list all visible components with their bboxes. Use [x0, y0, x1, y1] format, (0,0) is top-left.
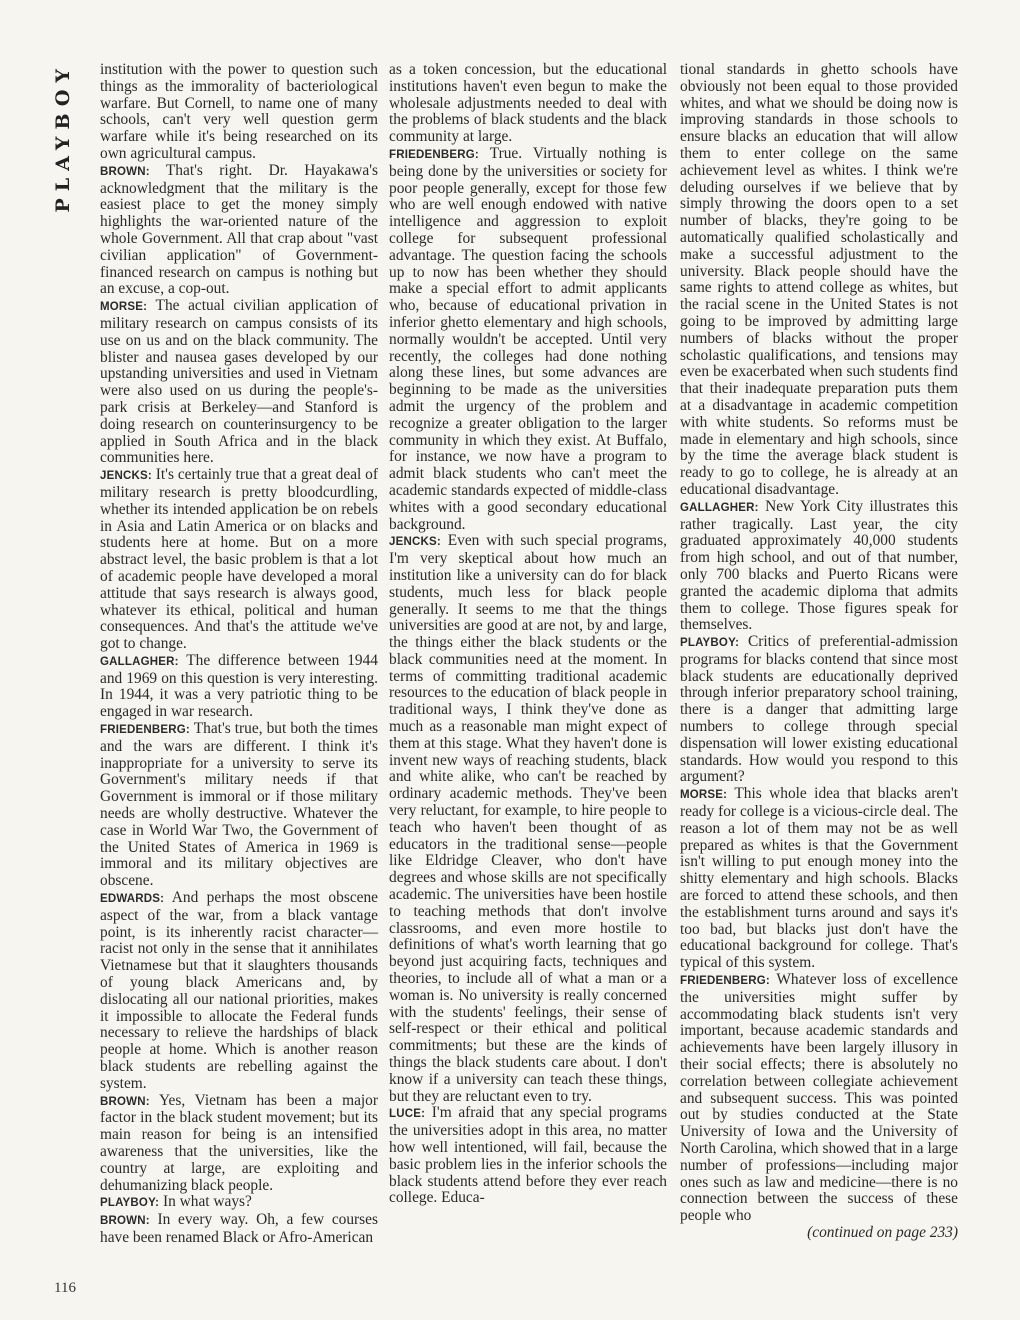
speaker-label: MORSE: [100, 301, 148, 314]
paragraph-text: The actual civilian application of military research on campus consists of its use on us and on the black community. The blister and nausea gases developed by our upstanding universities and used in Vietnam were also used on us during the people's-park crisis at Berkeley—and Stanford is doing research on counterinsurgency to be applied in South Africa and in the black communities here. [100, 297, 378, 467]
paragraph-text: Critics of preferential-admission programs for blacks contend that since most black students are educationally deprived through inferior preparatory school training, there is a danger that admitting large numbers to college through special dispensation will lower existing educational standards. How would you respond to this argument? [680, 633, 958, 786]
paragraph-text: In what ways? [162, 1193, 252, 1211]
paragraph-text: In every way. Oh, a few courses have been renamed Black or Afro-American [100, 1211, 378, 1246]
paragraph [100, 163, 378, 298]
speaker-label: MORSE: [680, 789, 728, 802]
paragraph [100, 1093, 378, 1195]
speaker-label: JENCKS: [100, 470, 152, 483]
paragraph-text: I'm afraid that any special programs the universities adopt in this area, no matter how well intentioned, will fail, because the basic problem lies in the inferior schools the black students attend before they ever reach college. Educa- [389, 1104, 667, 1207]
speaker-label: PLAYBOY: [100, 1197, 160, 1210]
paragraph-text: True. Virtually nothing is being done by the universities or society for poor people generally, except for those few who are well enough endowed with native intelligence and aggression to exploit college for subsequent professional advantage. The question facing the schools up to now has been whether they should make a special effort to admit applicants who, because of educational privation in inferior ghetto elementary and high schools, normally wouldn't be accepted. Until very recently, the colleges had done nothing along these lines, but some advances are beginning to be made as the universities admit the urgency of the problem and recognize a greater obligation to the larger community in which they exist. At Buffalo, for instance, we now have a program to admit black students who can't meet the academic standards expected of middle-class whites with a good secondary educational background. [389, 144, 667, 533]
article-column-2 [389, 62, 667, 1207]
paragraph-text: It's certainly true that a great deal of military research is pretty bloodcurdling, whether its intended application be on rebels in Asia and Latin America or on blacks and students here at home. But on a more abstract level, the basic problem is that a lot of academic people have developed a moral attitude that says research is always good, whatever its ethical, political and human consequences. And that's the attitude we've got to change. [100, 466, 378, 653]
speaker-label: JENCKS: [389, 536, 441, 549]
paragraph-text: as a token concession, but the educational institutions haven't even begun to make the wholesale adjustments needed to deal with the problems of black students and the black community at large. [389, 61, 667, 146]
paragraph-text: That's true, but both the times and the wars are different. I think it's inappropriate for a university to serve its Government's military needs if that Government is immoral or if those military needs are wholly destructive. Whatever the case in World War Two, the Government of the United States of America in 1969 is immoral and its military objectives are obscene. [100, 720, 378, 890]
continued-note: (continued on page 233) [807, 1223, 958, 1241]
speaker-label: PLAYBOY: [680, 637, 740, 650]
paragraph-text: The difference between 1944 and 1969 on this question is very interesting. In 1944, it was a very patriotic thing to be engaged in war research. [100, 651, 378, 721]
paragraph-text: And perhaps the most obscene aspect of the war, from a black vantage point, is its inherently racist character—racist not only in the sense that it annihilates Vietnamese but that it slaughters thousands of young black Americans and, by dislocating all our national priorities, makes it impossible to allocate the Federal funds necessary to relieve the hardships of black people at home. Which is another reason black students are rebelling against the system. [100, 889, 379, 1092]
paragraph [100, 298, 378, 467]
paragraph-text: tional standards in ghetto schools have obviously not been equal to those provided whites, and what we should be doing now is improving standards in those schools to ensure blacks an education that will allow them to enter college on the same achievement level as whites. I think we're deluding ourselves if we believe that by simply throwing the doors open to a set number of blacks, they're going to be automatically qualified scholastically and make a successful adjustment to the university. Black people should have the same rights to attend college as whites, but the racial scene in the United States is not going to be improved by admitting large numbers of blacks without the proper scholastic qualifications, and tensions may even be exacerbated when such students find that their inadequate preparation puts them at a disadvantage in academic competition with white students. So reforms must be made in elementary and high schools, since by the time the average black student is ready to go to college, he is already at an educational disadvantage. [680, 61, 958, 498]
paragraph [680, 786, 958, 972]
paragraph [100, 1194, 378, 1212]
paragraph-text: Whatever loss of excellence the universities might suffer by accommodating black students isn't very important, because academic standards and achievements have been largely illusory in their social effects; there is absolutely no correlation between collegiate achievement and subsequent success. This was pointed out by studies conducted at the State University of Iowa and the University of North Carolina, which showed that in a large number of professions—including major ones such as law and medicine—there is no connection between the success of these people who [680, 971, 958, 1225]
paragraph [389, 62, 667, 146]
speaker-label: FRIEDENBERG: [680, 975, 770, 988]
paragraph-text: This whole idea that blacks aren't ready for college is a vicious-circle deal. The reason a lot of them may not be as well prepared as whites is that the Government isn't willing to put enough money into the shitty elementary and high schools. Blacks are forced to attend these schools, and then the establishment turns around and says it's too bad, but blacks just don't have the educational background for college. That's typical of this system. [680, 785, 958, 972]
paragraph [680, 634, 958, 786]
speaker-label: BROWN: [100, 165, 150, 178]
paragraph [389, 1105, 667, 1207]
speaker-label: LUCE: [389, 1108, 426, 1121]
paragraph [100, 1212, 378, 1247]
article-column-1 [100, 62, 378, 1247]
speaker-label: FRIEDENBERG: [389, 148, 479, 161]
paragraph [100, 653, 378, 721]
paragraph-text: That's right. Dr. Hayakawa's acknowledgment that the military is the easiest place to get the money simply highlights the war-oriented nature of the whole Government. All that crap about "vast civilian application" of Government-financed research on campus is nothing but an excuse, a cop-out. [100, 161, 378, 298]
paragraph [389, 533, 667, 1105]
speaker-label: GALLAGHER: [100, 655, 179, 668]
paragraph [100, 62, 378, 163]
paragraph [389, 146, 667, 533]
speaker-label: GALLAGHER: [680, 501, 759, 514]
paragraph [100, 721, 378, 890]
playboy-masthead: PLAYBOY [52, 62, 74, 213]
speaker-label: FRIEDENBERG: [100, 724, 190, 737]
paragraph-text: New York City illustrates this rather tragically. Last year, the city graduated approximately 40,000 students from high school, and out of that number, only 700 blacks and Puerto Ricans were granted the academic diploma that admits them to college. Those figures speak for themselves. [680, 497, 958, 634]
paragraph-text: Yes, Vietnam has been a major factor in the black student movement; but its main reason for being is an intensified awareness that the universities, like the country at large, are exploiting and dehumanizing black people. [100, 1091, 379, 1194]
paragraph-text: institution with the power to question such things as the immorality of bacteriological warfare. But Cornell, to name one of many schools, can't very well question germ warfare while it's being researched on its own agricultural campus. [100, 61, 378, 162]
speaker-label: EDWARDS: [100, 893, 165, 906]
paragraph-text: Even with such special programs, I'm very skeptical about how much an institution like a university can do for black students, much less for black people generally. It seems to me that the things universities are good at are not, by and large, the things either the black students or the black communities need at the moment. In terms of committing traditional academic resources to the education of black people in traditional ways, I think they've done as much as a reasonable man might expect of them at this stage. What they haven't done is invent new ways of reaching students, black and white alike, who can't be reached by ordinary academic methods. They've been very reluctant, for example, to hire people to teach who haven't been thought of as educators in the traditional sense—people like Eldridge Cleaver, who don't have degrees and whose skills are not specifically academic. The universities have been hostile to teaching methods that don't involve classrooms, and even more hostile to definitions of what's worth learning that go beyond just acquiring facts, techniques and theories, to include all of what a man or a woman is. No university is really concerned with the students' feelings, their sense of self-respect or their ethical and political commitments; but these are the kinds of things the black students care about. I don't know if a university can teach these things, but they are reluctant even to try. [389, 532, 667, 1105]
speaker-label: BROWN: [100, 1095, 150, 1108]
paragraph [100, 467, 378, 653]
paragraph [100, 890, 378, 1093]
article-column-3 [680, 62, 958, 1242]
page-number: 116 [54, 1280, 76, 1296]
paragraph [680, 499, 958, 634]
paragraph [680, 62, 958, 499]
speaker-label: BROWN: [100, 1215, 150, 1228]
paragraph [680, 972, 958, 1225]
